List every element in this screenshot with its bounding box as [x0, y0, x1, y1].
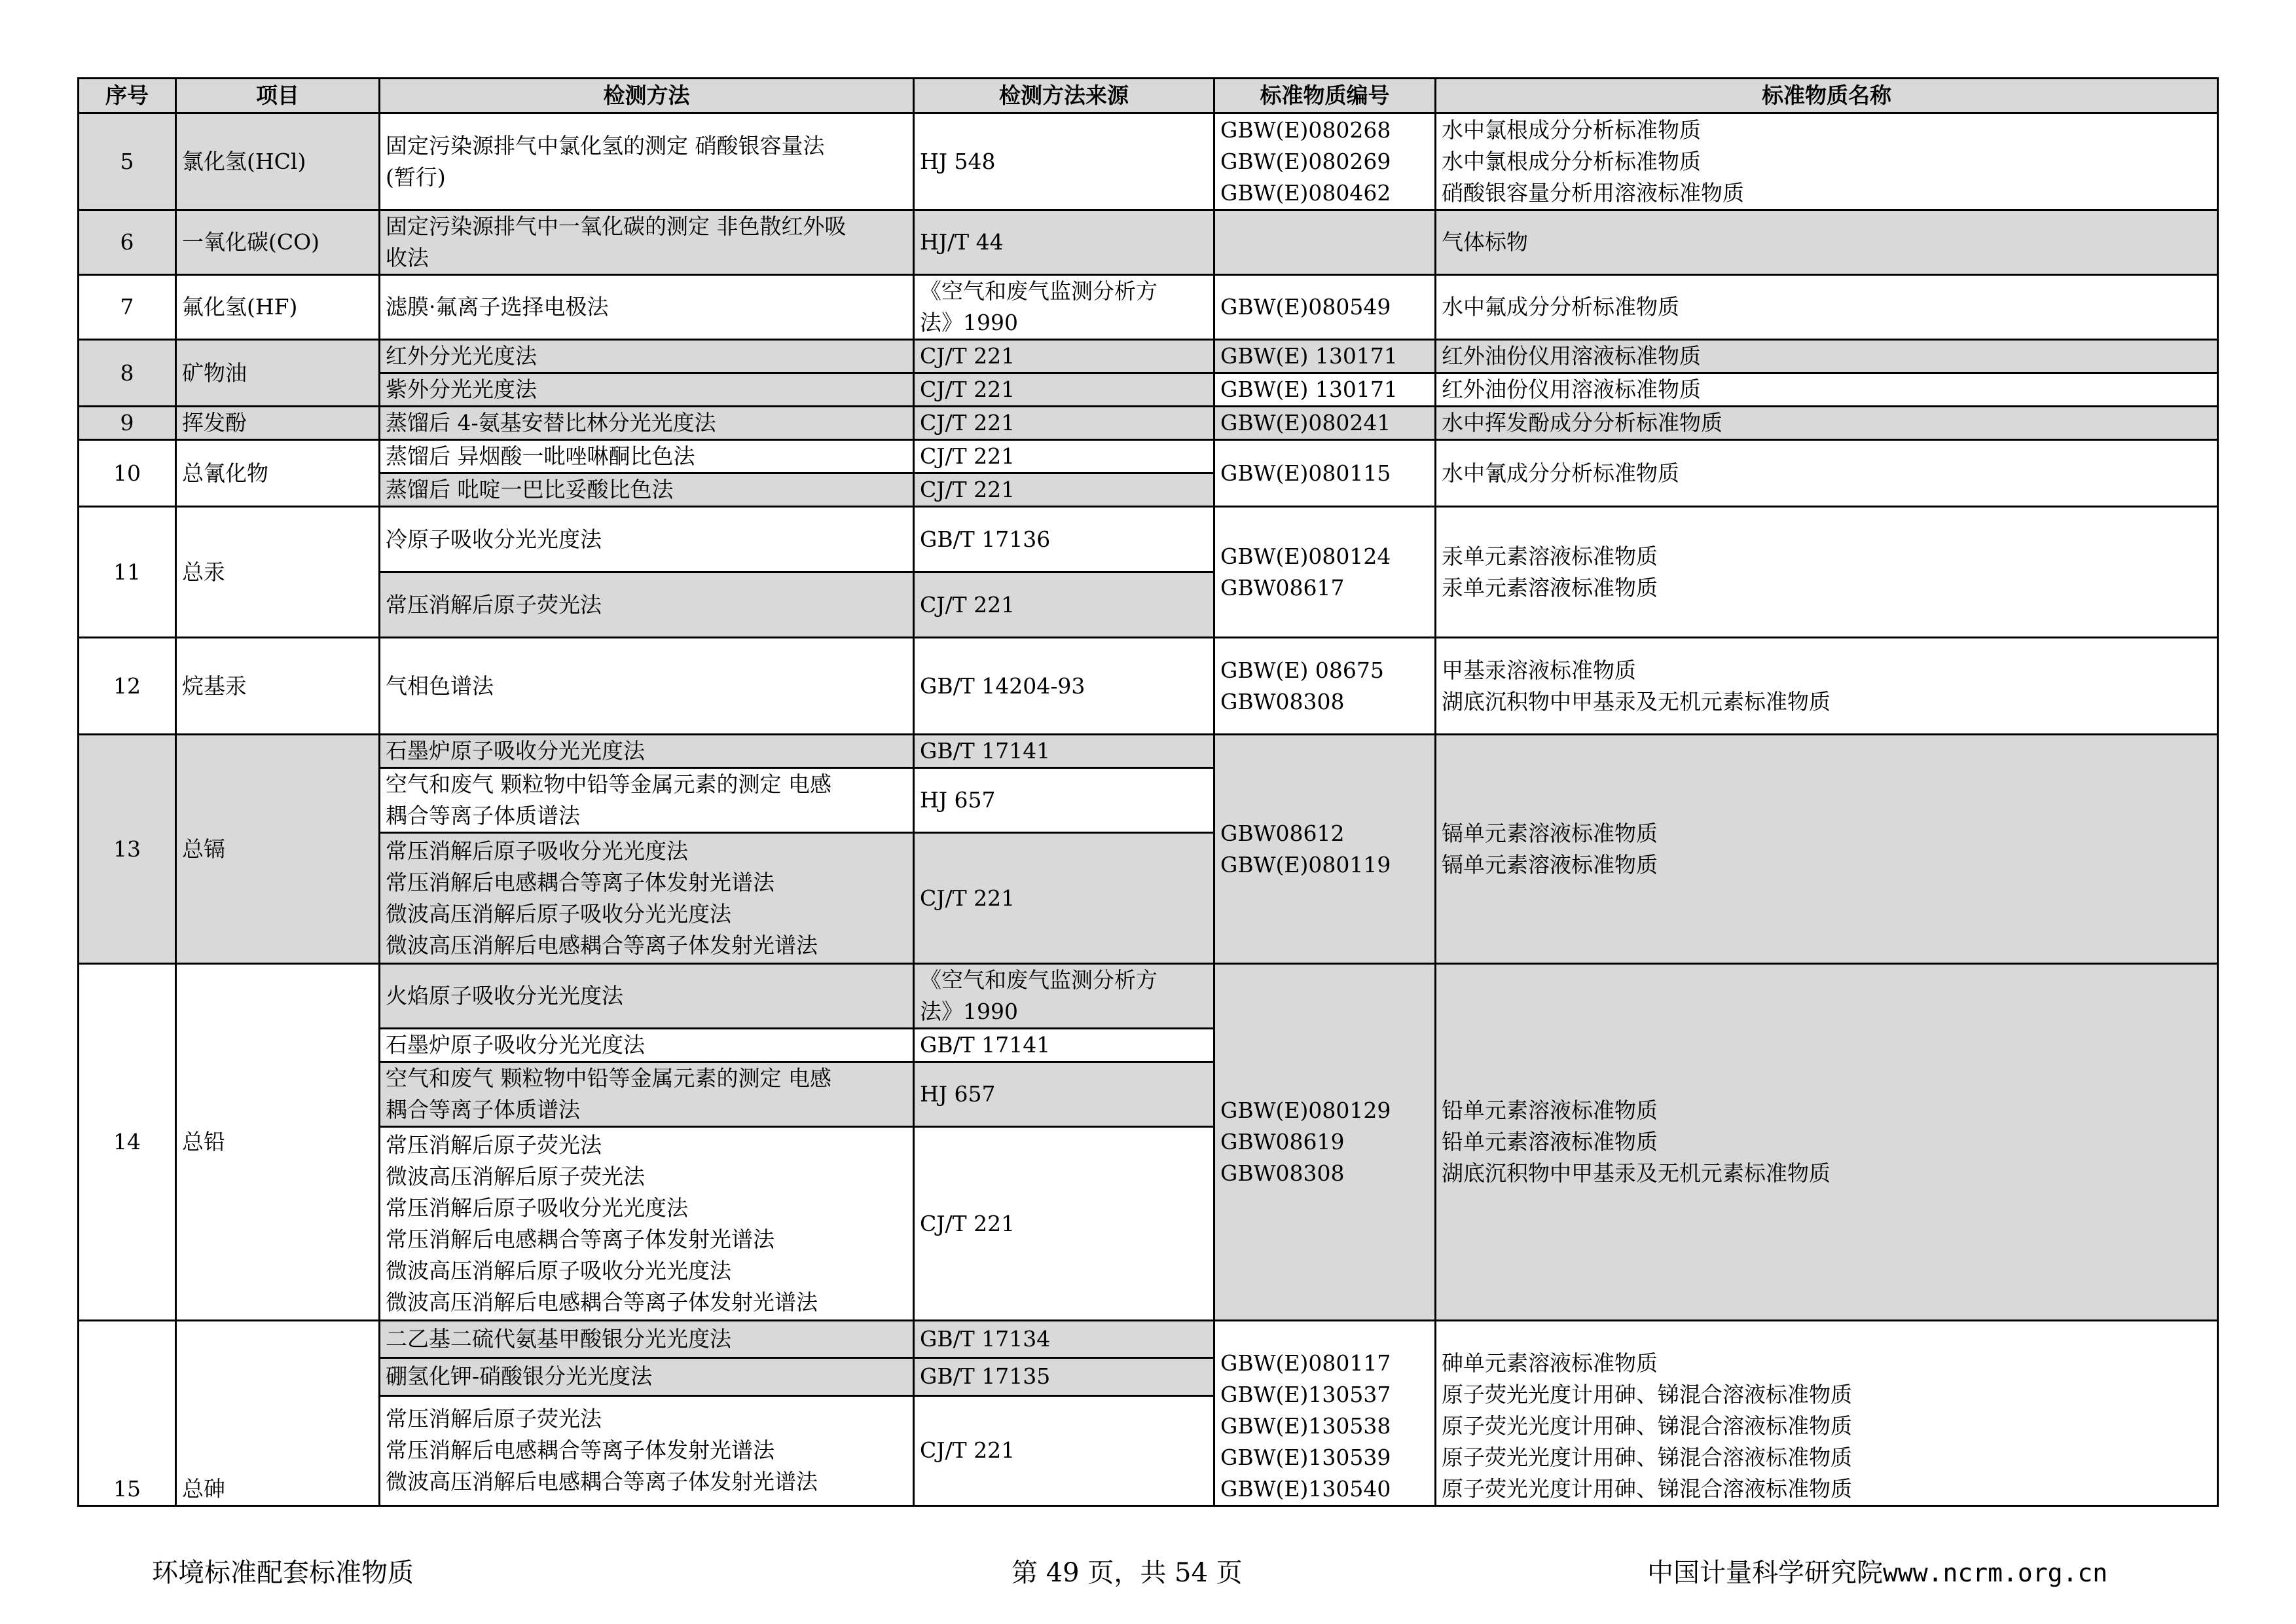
- header-method: 检测方法: [380, 79, 914, 113]
- code-cell: [1214, 210, 1436, 275]
- method-cell: 蒸馏后 异烟酸一吡唑啉酮比色法: [380, 440, 914, 473]
- table-row: [79, 440, 2218, 473]
- table-row: [79, 407, 2218, 440]
- row-item: 总镉: [176, 735, 380, 964]
- source-cell: CJ/T 221: [914, 473, 1214, 507]
- source-cell: GB/T 17135: [914, 1358, 1214, 1395]
- method-cell: 石墨炉原子吸收分光光度法: [380, 1029, 914, 1062]
- method-cell: 石墨炉原子吸收分光光度法: [380, 735, 914, 768]
- name-cell: 铅单元素溶液标准物质 铅单元素溶液标准物质 湖底沉积物中甲基汞及无机元素标准物质: [1436, 964, 2218, 1321]
- method-cell: 滤膜·氟离子选择电极法: [380, 275, 914, 340]
- header-code: 标准物质编号: [1214, 79, 1436, 113]
- table-row: [79, 340, 2218, 373]
- row-no: 9: [79, 407, 176, 440]
- source-cell: HJ 548: [914, 113, 1214, 210]
- code-cell: GBW(E) 130171: [1214, 373, 1436, 407]
- name-cell: 汞单元素溶液标准物质 汞单元素溶液标准物质: [1436, 507, 2218, 638]
- method-cell: 固定污染源排气中氯化氢的测定 硝酸银容量法 (暂行): [380, 113, 914, 210]
- code-cell: GBW(E)080549: [1214, 275, 1436, 340]
- source-cell: GB/T 17136: [914, 507, 1214, 572]
- method-cell: 蒸馏后 吡啶一巴比妥酸比色法: [380, 473, 914, 507]
- row-no: 10: [79, 440, 176, 507]
- row-no: 15: [79, 1321, 176, 1506]
- standards-table-container: [77, 77, 2217, 1502]
- source-cell: CJ/T 221: [914, 1127, 1214, 1321]
- row-item: 总氰化物: [176, 440, 380, 507]
- method-cell: 二乙基二硫代氨基甲酸银分光光度法: [380, 1321, 914, 1358]
- source-cell: HJ 657: [914, 768, 1214, 833]
- name-cell: 气体标物: [1436, 210, 2218, 275]
- code-cell: GBW(E)080129 GBW08619 GBW08308: [1214, 964, 1436, 1321]
- row-no: 11: [79, 507, 176, 638]
- row-no: 6: [79, 210, 176, 275]
- table-row: [79, 964, 2218, 1029]
- footer-org-name: 中国计量科学研究院: [1647, 1558, 1883, 1588]
- table-header-row: [79, 79, 2218, 113]
- source-cell: 《空气和废气监测分析方 法》1990: [914, 964, 1214, 1029]
- row-item: 氯化氢(HCl): [176, 113, 380, 210]
- name-cell: 红外油份仪用溶液标准物质: [1436, 340, 2218, 373]
- method-cell: 火焰原子吸收分光光度法: [380, 964, 914, 1029]
- method-cell: 常压消解后原子荧光法 微波高压消解后原子荧光法 常压消解后原子吸收分光光度法 常压消解后电感耦合等离子体发射光谱法 微波高压消解后原子吸收分光光度法 微波高压消解后电感耦合等离子体发射光谱法: [380, 1127, 914, 1321]
- row-item: 挥发酚: [176, 407, 380, 440]
- page-number: 第 49 页，共 54 页: [1011, 1558, 1243, 1588]
- header-item: 项目: [176, 79, 380, 113]
- code-cell: GBW(E)080268 GBW(E)080269 GBW(E)080462: [1214, 113, 1436, 210]
- table-row: [79, 507, 2218, 572]
- footer-url: www.ncrm.org.cn: [1883, 1559, 2108, 1587]
- source-cell: CJ/T 221: [914, 407, 1214, 440]
- table-row: [79, 373, 2218, 407]
- method-cell: 硼氢化钾-硝酸银分光光度法: [380, 1358, 914, 1395]
- source-cell: CJ/T 221: [914, 833, 1214, 964]
- name-cell: 镉单元素溶液标准物质 镉单元素溶液标准物质: [1436, 735, 2218, 964]
- method-cell: 常压消解后原子荧光法: [380, 572, 914, 638]
- table-row: [79, 113, 2218, 210]
- source-cell: HJ 657: [914, 1062, 1214, 1127]
- header-source: 检测方法来源: [914, 79, 1214, 113]
- standards-table: [77, 77, 2219, 1507]
- name-cell: 水中氯根成分分析标准物质 水中氯根成分分析标准物质 硝酸银容量分析用溶液标准物质: [1436, 113, 2218, 210]
- code-cell: GBW(E) 08675 GBW08308: [1214, 638, 1436, 735]
- row-no: 14: [79, 964, 176, 1321]
- table-row: [79, 275, 2218, 340]
- code-cell: GBW(E)080124 GBW08617: [1214, 507, 1436, 638]
- table-row: [79, 210, 2218, 275]
- method-cell: 红外分光光度法: [380, 340, 914, 373]
- code-cell: GBW(E)080115: [1214, 440, 1436, 507]
- method-cell: 常压消解后原子荧光法 常压消解后电感耦合等离子体发射光谱法 微波高压消解后电感耦合等离子体发射光谱法: [380, 1395, 914, 1505]
- name-cell: 甲基汞溶液标准物质 湖底沉积物中甲基汞及无机元素标准物质: [1436, 638, 2218, 735]
- row-item: 氟化氢(HF): [176, 275, 380, 340]
- method-cell: 紫外分光光度法: [380, 373, 914, 407]
- source-cell: CJ/T 221: [914, 440, 1214, 473]
- name-cell: 红外油份仪用溶液标准物质: [1436, 373, 2218, 407]
- row-item: 烷基汞: [176, 638, 380, 735]
- code-cell: GBW(E)080117 GBW(E)130537 GBW(E)130538 GBW(E)130539 GBW(E)130540: [1214, 1321, 1436, 1506]
- method-cell: 气相色谱法: [380, 638, 914, 735]
- code-cell: GBW08612 GBW(E)080119: [1214, 735, 1436, 964]
- table-row: [79, 735, 2218, 768]
- method-cell: 空气和废气 颗粒物中铅等金属元素的测定 电感 耦合等离子体质谱法: [380, 1062, 914, 1127]
- header-name: 标准物质名称: [1436, 79, 2218, 113]
- row-no: 13: [79, 735, 176, 964]
- method-cell: 空气和废气 颗粒物中铅等金属元素的测定 电感 耦合等离子体质谱法: [380, 768, 914, 833]
- source-cell: GB/T 17141: [914, 735, 1214, 768]
- method-cell: 蒸馏后 4-氨基安替比林分光光度法: [380, 407, 914, 440]
- source-cell: CJ/T 221: [914, 1395, 1214, 1505]
- row-item: 矿物油: [176, 340, 380, 407]
- method-cell: 固定污染源排气中一氧化碳的测定 非色散红外吸 收法: [380, 210, 914, 275]
- code-cell: GBW(E)080241: [1214, 407, 1436, 440]
- source-cell: 《空气和废气监测分析方 法》1990: [914, 275, 1214, 340]
- source-cell: CJ/T 221: [914, 340, 1214, 373]
- name-cell: 砷单元素溶液标准物质 原子荧光光度计用砷、锑混合溶液标准物质 原子荧光光度计用砷、锑混合溶液标准物质 原子荧光光度计用砷、锑混合溶液标准物质 原子荧光光度计用砷、锑混合溶液标准物质: [1436, 1321, 2218, 1506]
- header-no: 序号: [79, 79, 176, 113]
- method-cell: 冷原子吸收分光光度法: [380, 507, 914, 572]
- code-cell: GBW(E) 130171: [1214, 340, 1436, 373]
- name-cell: 水中氟成分分析标准物质: [1436, 275, 2218, 340]
- source-cell: GB/T 17141: [914, 1029, 1214, 1062]
- source-cell: CJ/T 221: [914, 373, 1214, 407]
- row-no: 8: [79, 340, 176, 407]
- row-no: 7: [79, 275, 176, 340]
- row-no: 12: [79, 638, 176, 735]
- source-cell: CJ/T 221: [914, 572, 1214, 638]
- footer-title: 环境标准配套标准物质: [152, 1558, 414, 1588]
- source-cell: HJ/T 44: [914, 210, 1214, 275]
- name-cell: 水中挥发酚成分分析标准物质: [1436, 407, 2218, 440]
- name-cell: 水中氰成分分析标准物质: [1436, 440, 2218, 507]
- row-item: 总砷: [176, 1321, 380, 1506]
- source-cell: GB/T 14204-93: [914, 638, 1214, 735]
- row-item: 一氧化碳(CO): [176, 210, 380, 275]
- row-no: 5: [79, 113, 176, 210]
- footer-org: [1647, 1552, 2107, 1589]
- table-row: [79, 1321, 2218, 1358]
- source-cell: GB/T 17134: [914, 1321, 1214, 1358]
- row-item: 总铅: [176, 964, 380, 1321]
- table-row: [79, 638, 2218, 735]
- row-item: 总汞: [176, 507, 380, 638]
- method-cell: 常压消解后原子吸收分光光度法 常压消解后电感耦合等离子体发射光谱法 微波高压消解后原子吸收分光光度法 微波高压消解后电感耦合等离子体发射光谱法: [380, 833, 914, 964]
